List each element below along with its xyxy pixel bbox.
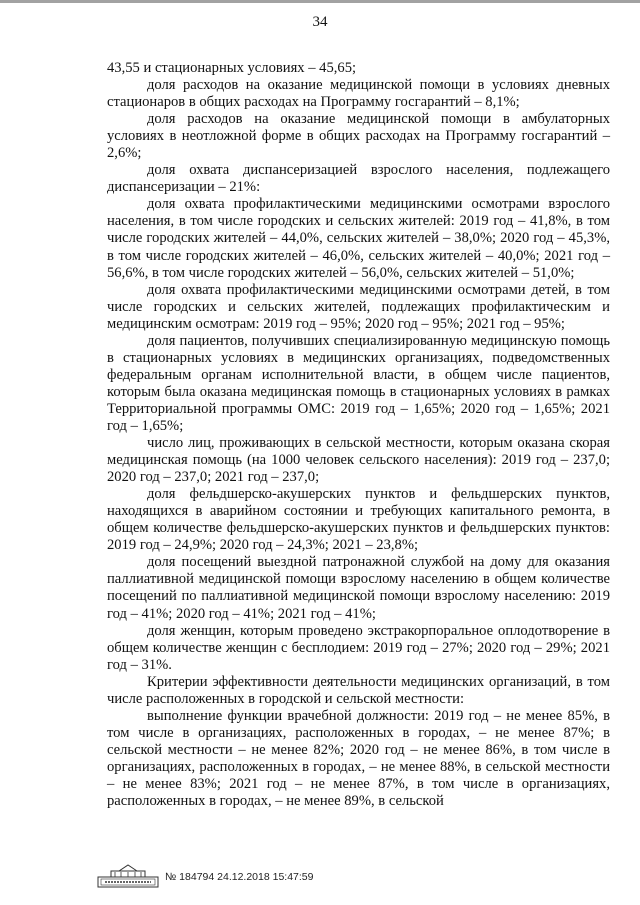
document-body (107, 60, 610, 810)
scan-edge-line (0, 0, 640, 3)
paragraph: доля фельдшерско-акушерских пунктов и фельдшерских пунктов, находящихся в аварийном состоянии и требующих капитального ремонта, в общем количестве фельдшерско-акушерских пунктов и фельдшерских пунктов: 2019 год – 24,9%; 2020 год – 24,3%; 2021 – 23,8%; (107, 486, 610, 554)
paragraph: доля расходов на оказание медицинской помощи в амбулаторных условиях в неотложной форме в общих расходах на Программу госгарантий – 2,6%; (107, 111, 610, 162)
registration-stamp-text: № 184794 24.12.2018 15:47:59 (165, 871, 314, 883)
page-number: 34 (312, 14, 328, 30)
paragraph: доля охвата профилактическими медицинскими осмотрами детей, в том числе городских и сельских жителей, подлежащих профилактическим и медицинским осмотрам: 2019 год – 95%; 2020 год – 95%; 2021 год – 95%; (107, 281, 610, 332)
paragraph: доля охвата диспансеризацией взрослого населения, подлежащего диспансеризации – 21%: (107, 162, 610, 196)
paragraph: выполнение функции врачебной должности: 2019 год – не менее 85%, в том числе в организациях, расположенных в городах, – не менее 87%; в сельской местности – не менее 82%; 2020 год – не менее 86%, в том числе в организациях, расположенных в городах, – не менее 88%, в сельской местности – не менее 83%; 2021 год – не менее 87%, в том числе в организациях, расположенных в городах, – не менее 89%, в сельской (107, 707, 610, 810)
building-stamp-icon (97, 863, 159, 889)
paragraph: доля охвата профилактическими медицинскими осмотрами взрослого населения, в том числе городских и сельских жителей: 2019 год – 41,8%, в том числе городских жителей – 44,0%, сельских жителей – 38,0%; 2020 год – 45,3%, в том числе городских жителей – 46,0%, сельских жителей – 40,0%; 2021 год – 56,6%, в том числе городских жителей – 56,0%, сельских жителей – 51,0%; (107, 196, 610, 281)
footer (97, 861, 517, 891)
paragraph: 43,55 и стационарных условиях – 45,65; (107, 60, 357, 76)
paragraph: Критерии эффективности деятельности медицинских организаций, в том числе расположенных в городской и сельской местности: (107, 673, 610, 707)
paragraph: доля посещений выездной патронажной службой на дому для оказания паллиативной медицинской помощи взрослому населению в общем количестве посещений по паллиативной медицинской помощи взрослому населению: 2019 год – 41%; 2020 год – 41%; 2021 год – 41%; (107, 554, 610, 622)
paragraph: число лиц, проживающих в сельской местности, которым оказана скорая медицинская помощь (на 1000 человек сельского населения): 2019 год – 237,0; 2020 год – 237,0; 2021 год – 237,0; (107, 435, 610, 486)
paragraph: доля пациентов, получивших специализированную медицинскую помощь в стационарных условиях в медицинских организациях, подведомственных федеральным органам исполнительной власти, в общем числе пациентов, которым была оказана медицинская помощь в стационарных условиях в рамках Территориальной программы ОМС: 2019 год – 1,65%; 2020 год – 1,65%; 2021 год – 1,65%; (107, 332, 610, 434)
paragraph: доля расходов на оказание медицинской помощи в условиях дневных стационаров в общих расходах на Программу госгарантий – 8,1%; (107, 77, 610, 111)
paragraph: доля женщин, которым проведено экстракорпоральное оплодотворение в общем количестве женщин с бесплодием: 2019 год – 27%; 2020 год – 29%; 2021 год – 31%. (107, 622, 610, 673)
